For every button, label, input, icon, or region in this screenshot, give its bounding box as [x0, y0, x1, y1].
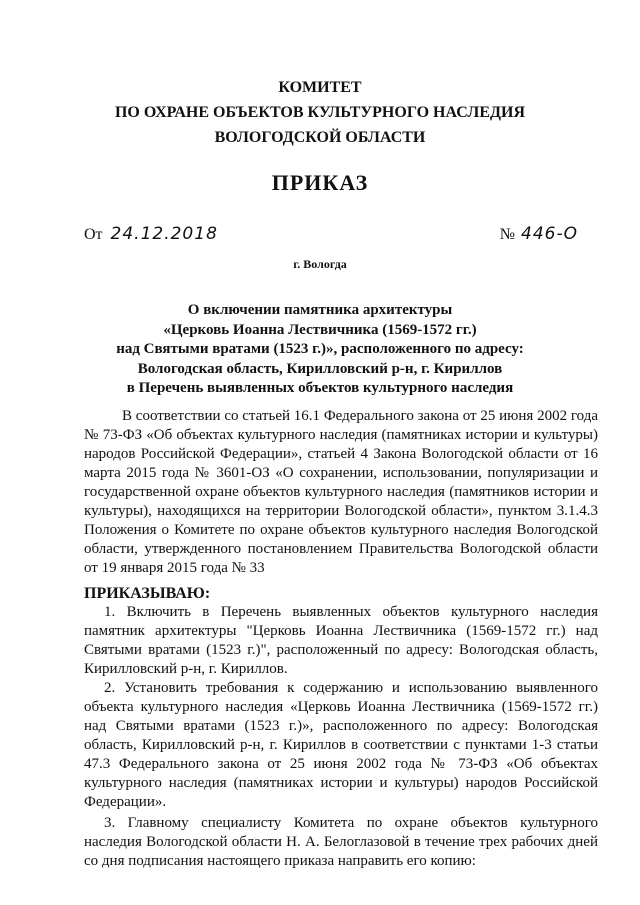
number-value: 446-О — [521, 224, 578, 244]
order-title: ПРИКАЗ — [271, 170, 369, 195]
decree-heading: ПРИКАЗЫВАЮ: — [84, 585, 211, 602]
committee-name-line-1: КОМИТЕТ — [278, 79, 362, 96]
number-label: № — [499, 226, 516, 243]
decree-items — [84, 603, 598, 871]
subject-line-5: в Перечень выявленных объектов культурного наследия — [126, 380, 514, 396]
preamble-paragraph: В соответствии со статьей 16.1 Федерального закона от 25 июня 2002 года № 73-ФЗ «Об объектах культурного наследия (памятниках истории и культуры) народов Российской Федерации», статьей 4 Закона Вологодской области от 16 марта 2015 года № 3601-ОЗ «О сохранении, использовании, популяризации и государственной охране объектов культурного наследия (памятников истории и культуры), находящихся на территории Вологодской области», пунктом 3.1.4.3 Положения о Комитете по охране объектов культурного наследия Вологодской области, утвержденного постановлением Правительства Вологодской области от 19 января 2015 года № 33 — [84, 408, 598, 576]
subject-line-2: «Церковь Иоанна Лествичника (1569-1572 гг.) — [163, 321, 477, 338]
date-label: От — [84, 226, 103, 243]
committee-name-line-2: ПО ОХРАНЕ ОБЪЕКТОВ КУЛЬТУРНОГО НАСЛЕДИЯ — [114, 104, 526, 121]
subject-line-3: над Святыми вратами (1523 г.)», расположенного по адресу: — [116, 341, 524, 357]
order-subject — [0, 301, 640, 399]
preamble — [84, 407, 598, 578]
subject-line-4: Вологодская область, Кирилловский р-н, г. Кириллов — [137, 360, 503, 377]
order-number — [500, 224, 578, 244]
date-value: 24.12.2018 — [110, 224, 218, 244]
decree-item-2: 2. Установить требования к содержанию и использованию выявленного объекта культурного наследия «Церковь Иоанна Лествичника (1569-1572 гг.) над Святыми вратами (1523 г.)», расположенного по адресу: Вологодская область, Кирилловский р-н, г. Кириллов в соответствии с пунктами 1-3 статьи 47.3 Федерального закона от 25 июня 2002 года № 73-ФЗ «Об объектах культурного наследия (памятниках истории и культуры) народов Российской Федерации». — [84, 680, 598, 810]
committee-name-line-3: ВОЛОГОДСКОЙ ОБЛАСТИ — [214, 129, 426, 146]
order-date — [84, 224, 218, 244]
city: г. Вологда — [293, 257, 347, 271]
subject-line-1: О включении памятника архитектуры — [187, 302, 453, 318]
decree-item-3: 3. Главному специалисту Комитета по охране объектов культурного наследия Вологодской области Н. А. Белоглазовой в течение трех рабочих дней со дня подписания настоящего приказа направить его копию: — [84, 815, 598, 869]
decree-item-1: 1. Включить в Перечень выявленных объектов культурного наследия памятник архитектуры "Церковь Иоанна Лествичника (1569-1572 гг.) над Святыми вратами (1523 г.)", расположенный по адресу: Вологодская область, Кирилловский р-н, г. Кириллов. — [84, 604, 598, 677]
